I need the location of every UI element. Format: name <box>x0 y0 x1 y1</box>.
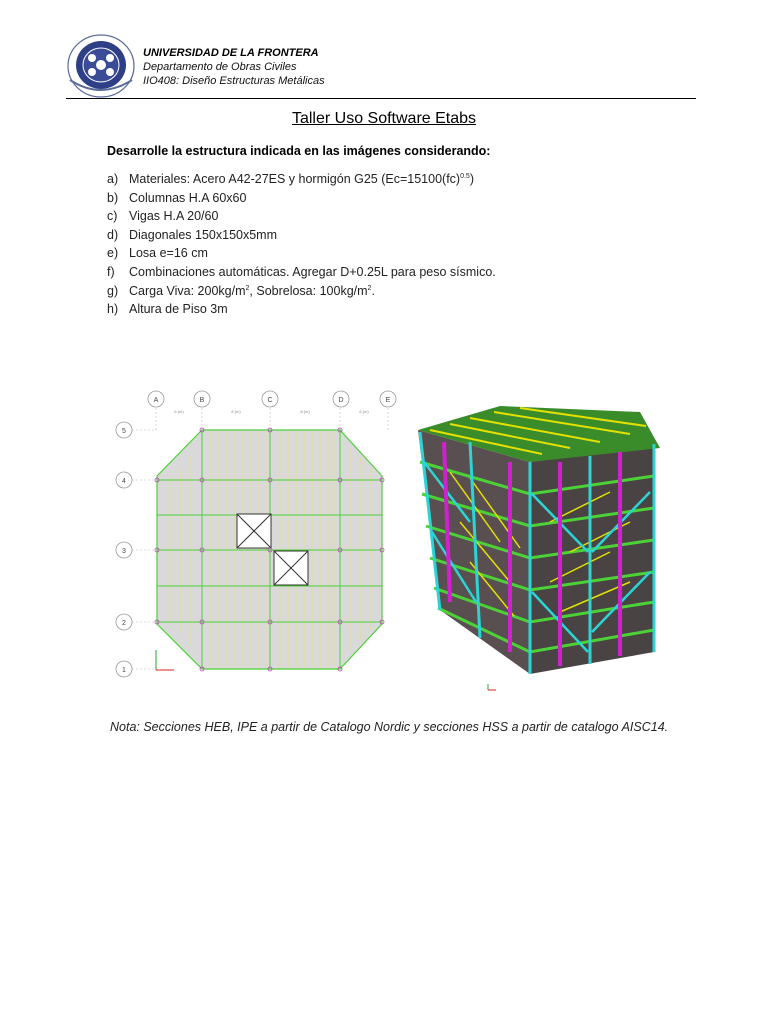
list-text <box>129 282 375 301</box>
header-divider <box>66 98 696 99</box>
list-text: Vigas H.A 20/60 <box>129 209 219 224</box>
grid-label-2: 2 <box>122 620 126 627</box>
list-item <box>107 300 496 319</box>
list-letter: e) <box>107 246 119 261</box>
university-name: UNIVERSIDAD DE LA FRONTERA <box>143 47 319 59</box>
list-text: Combinaciones automáticas. Agregar D+0.25L para peso sísmico. <box>129 264 496 279</box>
requirements-list <box>107 170 496 319</box>
superscript: 0.5 <box>460 172 470 180</box>
floor-plan-figure <box>110 388 405 680</box>
university-logo <box>66 32 136 100</box>
list-text-tail: ) <box>469 172 474 186</box>
grid-label-d: D <box>338 397 344 404</box>
list-letter: d) <box>107 227 119 242</box>
document-header <box>66 32 696 100</box>
3d-model-figure <box>410 402 662 692</box>
span-label: 8 (m) <box>231 409 241 414</box>
span-label: 8 (m) <box>300 409 310 414</box>
grid-label-5: 5 <box>122 428 126 435</box>
header-text <box>143 46 325 88</box>
list-item <box>107 263 496 282</box>
grid-label-b: B <box>199 397 205 404</box>
intro-text: Desarrolle la estructura indicada en las imágenes considerando: <box>107 144 491 158</box>
grid-label-e: E <box>385 397 391 404</box>
grid-label-4: 4 <box>122 478 126 485</box>
list-letter: g) <box>107 283 119 298</box>
list-letter: c) <box>107 209 118 224</box>
list-text-tail: , Sobrelosa: 100kg/m <box>249 283 368 298</box>
list-text-main: Materiales: Acero A42-27ES y hormigón G25 (Ec=15100(fc) <box>129 172 461 186</box>
axis-indicator <box>156 650 174 670</box>
list-letter: f) <box>107 264 115 279</box>
superscript: 2 <box>367 284 372 292</box>
list-letter: h) <box>107 302 119 317</box>
course-name: IIO408: Diseño Estructuras Metálicas <box>143 75 325 87</box>
grid-label-3: 3 <box>122 548 126 555</box>
list-item <box>107 282 496 301</box>
list-item <box>107 189 496 208</box>
span-label: 6 (m) <box>174 409 184 414</box>
list-text-main: Carga Viva: 200kg/m <box>129 283 246 298</box>
list-text: Altura de Piso 3m <box>129 302 228 317</box>
list-text: Columnas H.A 60x60 <box>129 190 247 205</box>
list-text: Losa e=16 cm <box>129 246 208 261</box>
list-item <box>107 207 496 226</box>
list-text <box>129 170 474 189</box>
list-text-tail: . <box>371 283 375 298</box>
footnote: Nota: Secciones HEB, IPE a partir de Catalogo Nordic y secciones HSS a partir de catalogo AISC14. <box>110 720 669 734</box>
list-text: Diagonales 150x150x5mm <box>129 227 278 242</box>
grid-label-1: 1 <box>122 667 126 674</box>
grid-label-c: C <box>267 397 273 404</box>
list-item <box>107 226 496 245</box>
grid-label-a: A <box>153 397 159 404</box>
list-letter: b) <box>107 190 119 205</box>
list-item <box>107 244 496 263</box>
list-item <box>107 170 496 189</box>
span-label: 6 (m) <box>359 409 369 414</box>
superscript: 2 <box>245 284 250 292</box>
list-letter: a) <box>107 172 119 186</box>
axis-indicator <box>488 684 496 690</box>
department-name: Departamento de Obras Civiles <box>143 61 297 73</box>
page-title: Taller Uso Software Etabs <box>291 110 477 127</box>
